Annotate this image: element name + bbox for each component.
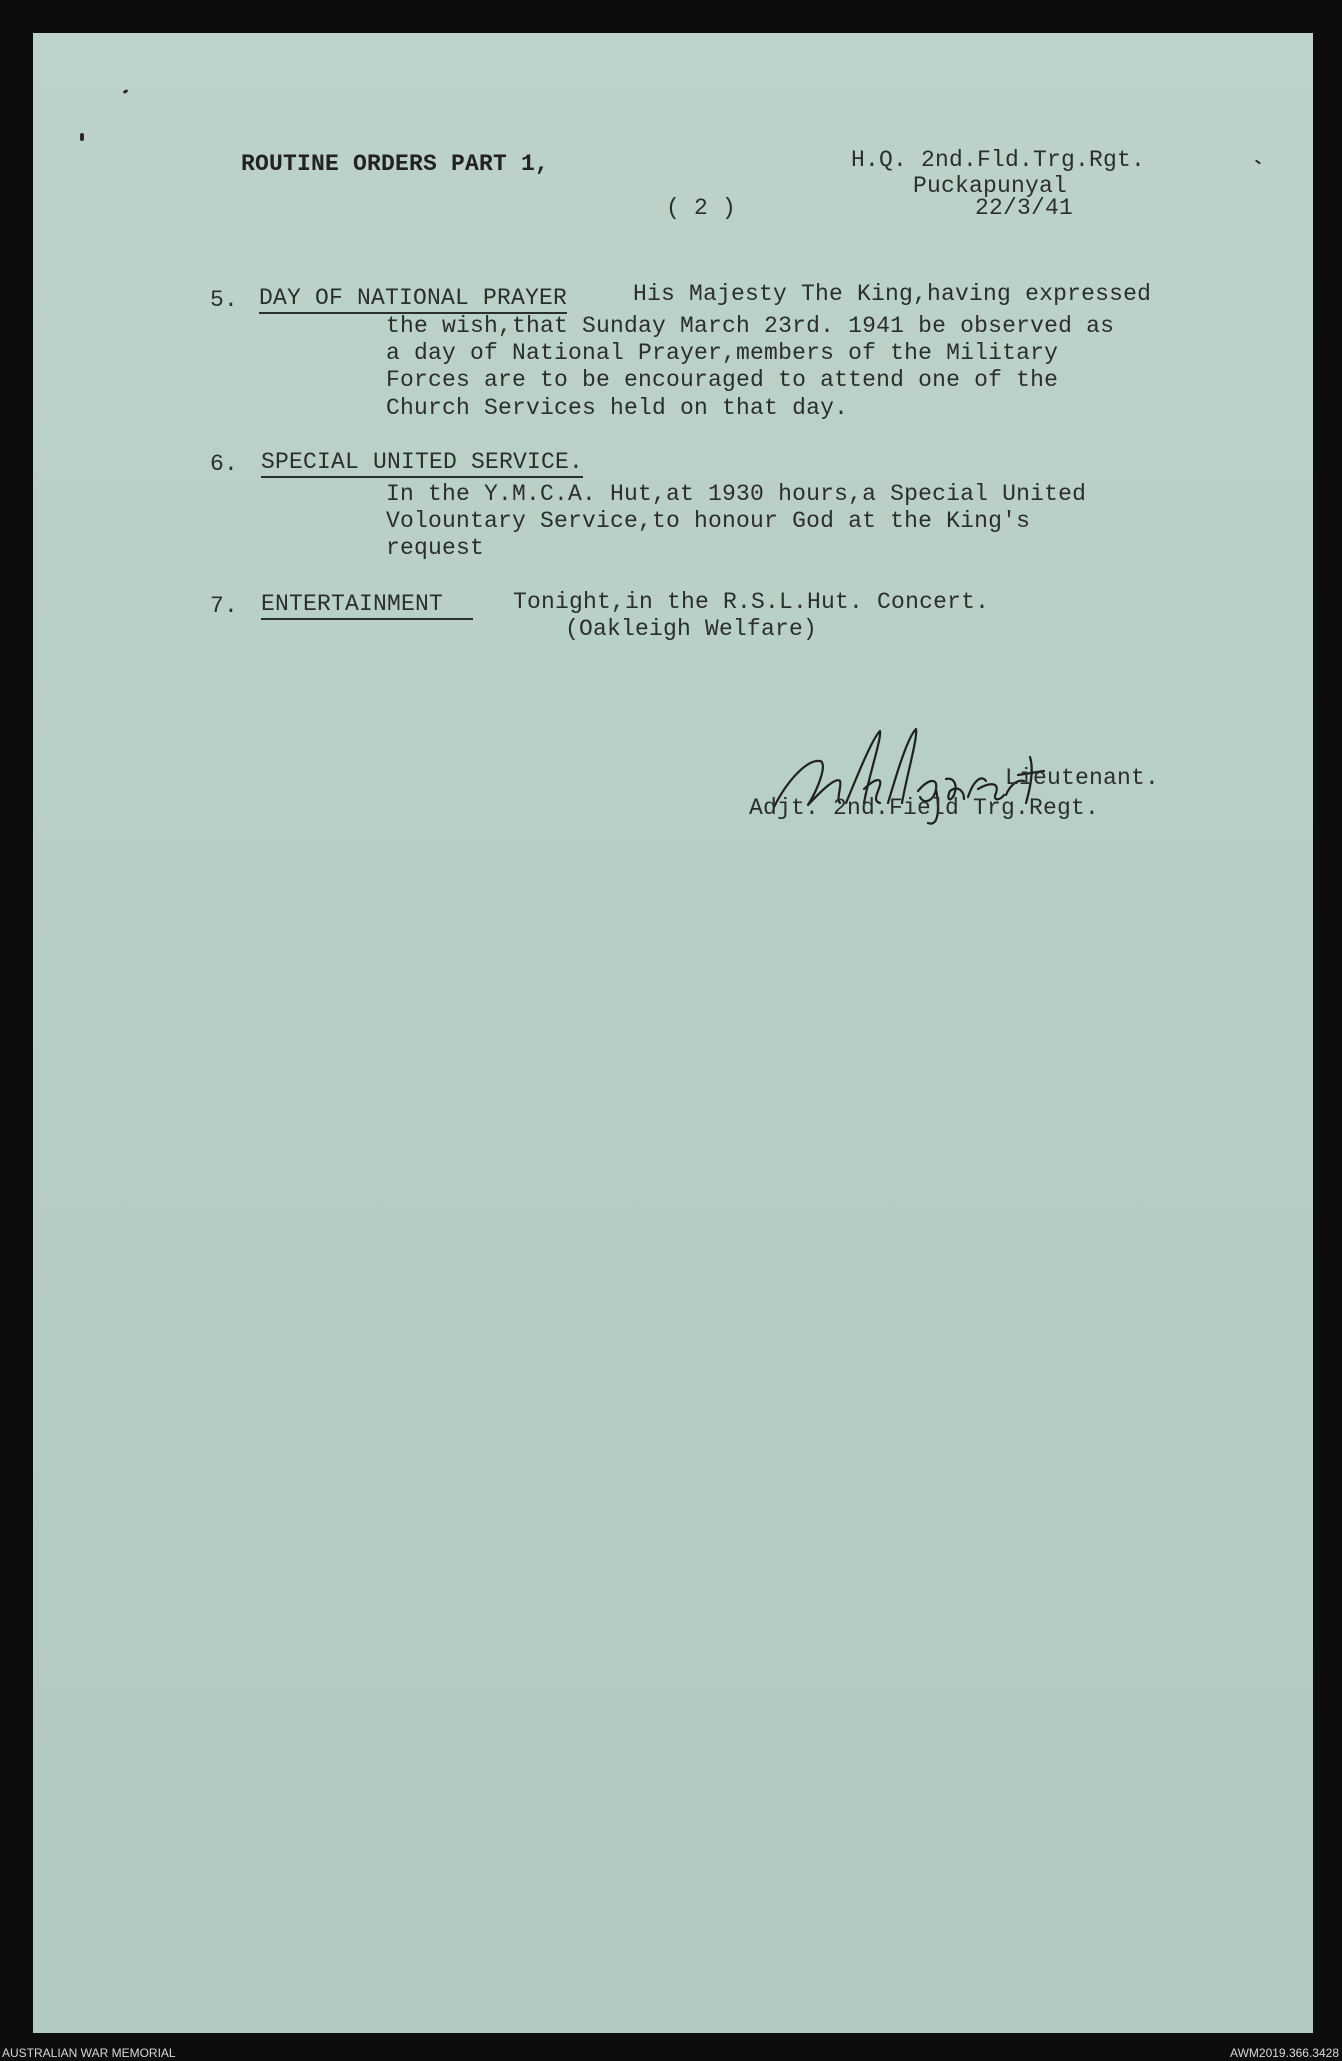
paper-speck — [80, 133, 84, 141]
item-6-line: Volountary Service,to honour God at the King's — [386, 508, 1031, 534]
archive-credit: AUSTRALIAN WAR MEMORIAL — [2, 2046, 176, 2060]
item-5-line: a day of National Prayer,members of the Military — [386, 340, 1059, 366]
item-7-first-line: Tonight,in the R.S.L.Hut. Concert. — [513, 589, 990, 615]
item-7-line: (Oakleigh Welfare) — [565, 616, 818, 642]
item-6-number: 6. — [210, 451, 239, 477]
item-5-line: the wish,that Sunday March 23rd. 1941 be observed as — [386, 313, 1115, 339]
item-5-line: Forces are to be encouraged to attend one of the — [386, 367, 1059, 393]
item-5-first-line: His Majesty The King,having expressed — [633, 281, 1152, 307]
header-location: Puckapunyal — [913, 173, 1068, 199]
item-5-number: 5. — [210, 287, 239, 313]
item-5-heading: DAY OF NATIONAL PRAYER — [259, 285, 567, 312]
signatory-rank: Lieutenant. — [1005, 765, 1160, 791]
item-6-line: request — [386, 535, 485, 561]
archive-reference: AWM2019.366.3428 — [1230, 2046, 1339, 2060]
header-date: 22/3/41 — [975, 195, 1074, 221]
paper-speck — [123, 89, 129, 94]
document-title: ROUTINE ORDERS PART 1, — [241, 151, 550, 177]
item-7-heading: ENTERTAINMENT — [261, 591, 473, 618]
document-page — [33, 33, 1313, 2033]
header-hq: H.Q. 2nd.Fld.Trg.Rgt. — [851, 147, 1146, 173]
item-7-number: 7. — [210, 593, 239, 619]
item-5-line: Church Services held on that day. — [386, 395, 849, 421]
page-number: ( 2 ) — [666, 195, 737, 221]
signatory-position: Adjt. 2nd.Field Trg.Regt. — [749, 795, 1100, 821]
paper-speck — [1255, 159, 1261, 164]
item-6-line: In the Y.M.C.A. Hut,at 1930 hours,a Special United — [386, 481, 1087, 507]
item-6-heading: SPECIAL UNITED SERVICE. — [261, 449, 583, 476]
